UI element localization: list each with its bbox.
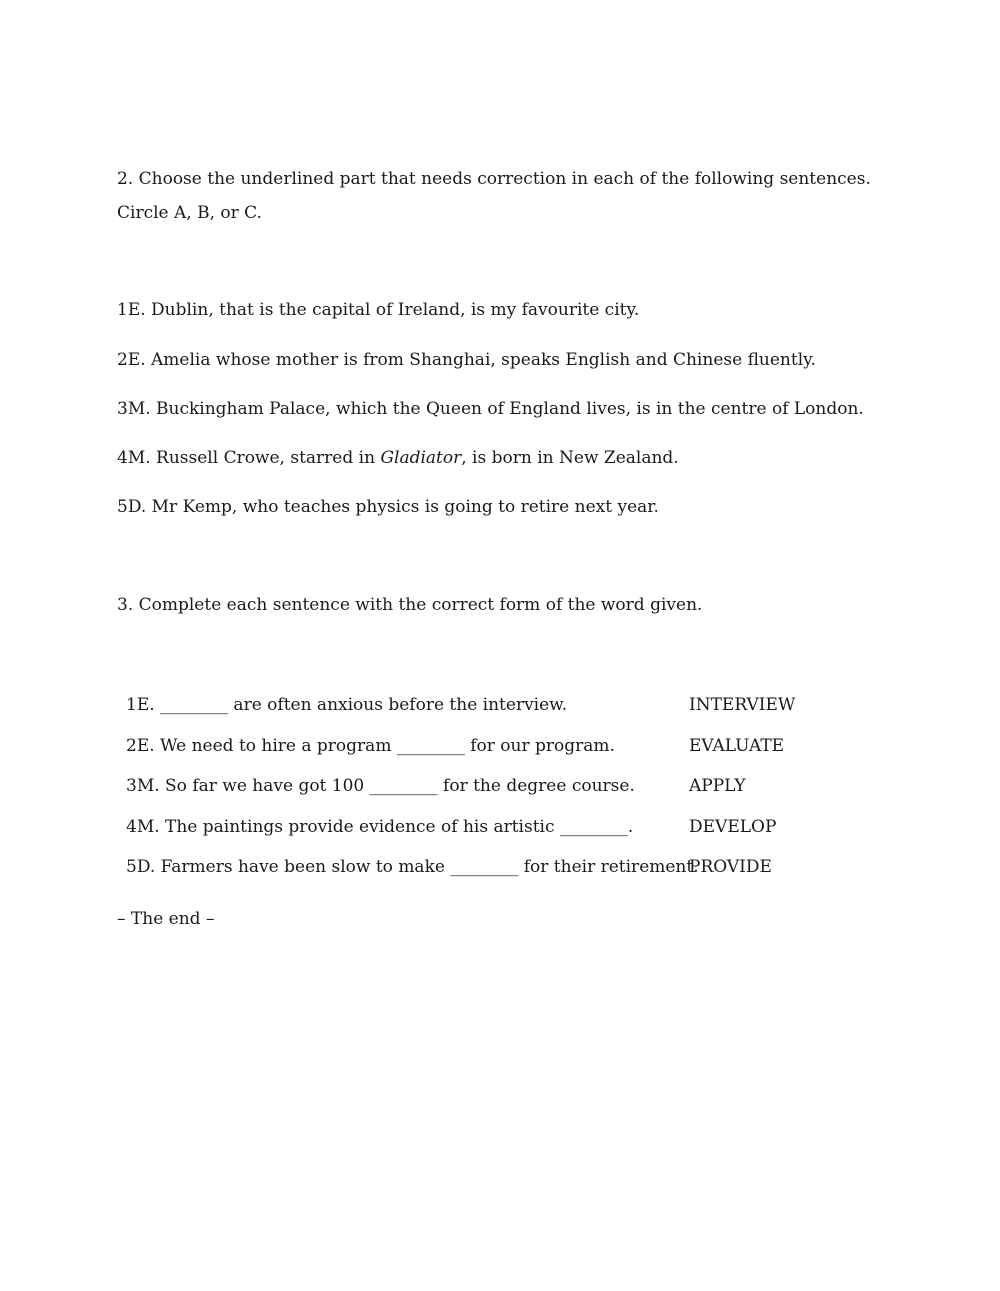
- section2-instruction: 2. Choose the underlined part that needs correction in each of the following sentences.: [117, 169, 871, 189]
- section2-item-2: 2E. Amelia whose mother is from Shanghai, speaks English and Chinese fluently.: [117, 350, 816, 370]
- row-sentence: 3M. So far we have got 100 ________ for the degree course.: [126, 776, 635, 796]
- table-row: [126, 775, 846, 816]
- table-row: [126, 735, 846, 776]
- section2-item-3: 3M. Buckingham Palace, which the Queen of England lives, is in the centre of London.: [117, 399, 864, 419]
- table-row: [126, 856, 846, 897]
- section3-instruction: 3. Complete each sentence with the correct form of the word given.: [117, 595, 703, 615]
- section2-item-1: 1E. Dublin, that is the capital of Ireland, is my favourite city.: [117, 300, 640, 320]
- row-sentence: 1E. ________ are often anxious before the interview.: [126, 695, 568, 715]
- row-word: DEVELOP: [689, 816, 777, 837]
- row-sentence: 2E. We need to hire a program ________ for our program.: [126, 735, 615, 756]
- row-sentence: 5D. Farmers have been slow to make ________ for their retirement.: [126, 857, 699, 877]
- end-marker: – The end –: [117, 909, 215, 929]
- section2-item-4: [117, 447, 679, 469]
- row-sentence: 4M. The paintings provide evidence of his artistic ________.: [126, 816, 634, 837]
- row-word: APPLY: [689, 776, 746, 796]
- section2-item-4-after: , is born in New Zealand.: [461, 448, 679, 468]
- table-row: [126, 816, 846, 857]
- film-title: Gladiator: [380, 448, 462, 468]
- section2-item-5: 5D. Mr Kemp, who teaches physics is going to retire next year.: [117, 497, 659, 517]
- row-word: INTERVIEW: [689, 695, 796, 715]
- section2-item-4-before: 4M. Russell Crowe, starred in: [117, 448, 381, 468]
- section2-instruction-cont: Circle A, B, or C.: [117, 203, 262, 223]
- row-word: EVALUATE: [689, 735, 785, 756]
- table-row: [126, 694, 846, 735]
- row-word: PROVIDE: [689, 857, 772, 877]
- word-formation-table: [126, 694, 846, 897]
